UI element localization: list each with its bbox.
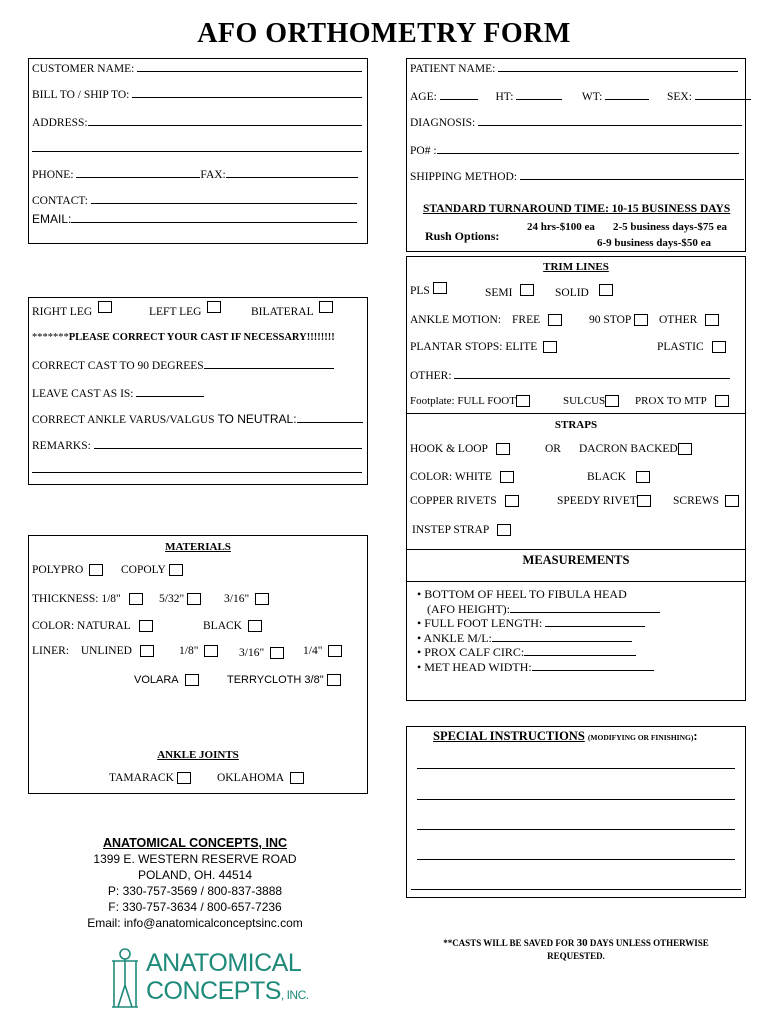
screws-label: SCREWS [673, 495, 720, 507]
prox-calf-field[interactable] [524, 645, 636, 656]
90-stop-label: 90 STOP [589, 314, 632, 326]
right-leg-checkbox[interactable] [98, 301, 112, 313]
ht-label: HT: [495, 91, 514, 103]
terrycloth-label: TERRYCLOTH 3/8" [227, 674, 324, 686]
ankle-ml-field[interactable] [492, 631, 632, 642]
varus-field[interactable] [297, 412, 363, 423]
leg-correction-box [28, 297, 368, 485]
strap-color-label: COLOR: [410, 471, 453, 483]
thickness-3-16-label: 3/16" [224, 593, 250, 605]
leave-cast-label: LEAVE CAST AS IS: [32, 388, 134, 400]
pls-label: PLS [410, 285, 430, 297]
sex-field[interactable] [695, 89, 751, 100]
fax-label: FAX: [200, 169, 226, 181]
measure-heel-fibula: • BOTTOM OF HEEL TO FIBULA HEAD [417, 587, 627, 601]
rush-option-6-9days: 6-9 business days-$50 ea [597, 237, 711, 249]
thickness-3-16-checkbox[interactable] [255, 593, 269, 605]
other-trim-field[interactable] [454, 368, 730, 379]
customer-info-box [28, 58, 368, 244]
plantar-stops-label: PLANTAR STOPS: [410, 341, 503, 353]
thickness-1-8-checkbox[interactable] [129, 593, 143, 605]
special-line-4[interactable] [417, 859, 735, 860]
company-street: 1399 E. WESTERN RESERVE ROAD [93, 852, 297, 866]
polypro-label: POLYPRO [32, 564, 84, 576]
measure-afo-height: (AFO HEIGHT): [417, 602, 660, 617]
measure-ankle-ml: • ANKLE M/L: [417, 631, 660, 646]
rush-options-label: Rush Options: [425, 229, 500, 243]
natural-label: NATURAL [77, 620, 131, 632]
company-info [30, 835, 360, 931]
po-label: PO# : [410, 145, 437, 157]
special-line-3[interactable] [417, 829, 735, 830]
fax-field[interactable] [226, 167, 358, 178]
liner-label: LINER: [32, 645, 70, 657]
liner-1-4-checkbox[interactable] [328, 645, 342, 657]
speedy-rivet-label: SPEEDY RIVET [557, 495, 637, 507]
leave-cast-field[interactable] [136, 386, 204, 397]
turnaround-text: STANDARD TURNAROUND TIME: 10-15 BUSINESS DAYS [423, 203, 731, 215]
black-strap-checkbox[interactable] [636, 471, 650, 483]
instep-strap-checkbox[interactable] [497, 524, 511, 536]
special-instructions-heading: SPECIAL INSTRUCTIONS (MODIFYING OR FINISHING): [433, 729, 698, 743]
address-field[interactable] [88, 115, 362, 126]
logo-text-1: ANATOMICAL [146, 949, 302, 977]
ankle-joints-header: ANKLE JOINTS [157, 749, 239, 761]
unlined-label: UNLINED [80, 645, 132, 657]
patient-name-label: PATIENT NAME: [410, 63, 496, 75]
volara-label: VOLARA [134, 674, 179, 686]
materials-header: MATERIALS [165, 541, 231, 553]
special-instructions-label: SPECIAL INSTRUCTIONS [433, 729, 585, 743]
materials-box [28, 535, 368, 794]
liner-1-8-checkbox[interactable] [204, 645, 218, 657]
or-label: OR [545, 443, 561, 455]
copoly-checkbox[interactable] [169, 564, 183, 576]
cast-storage-note: **CASTS WILL BE SAVED FOR 30 DAYS UNLESS OTHERWISE REQUESTED. [443, 937, 709, 961]
afo-height-field[interactable] [510, 602, 660, 613]
patient-name-field[interactable] [498, 61, 738, 72]
diagnosis-label: DIAGNOSIS: [410, 117, 476, 129]
elite-label: ELITE [505, 341, 538, 353]
po-field[interactable] [437, 143, 739, 154]
semi-checkbox[interactable] [520, 284, 534, 296]
special-line-1[interactable] [417, 768, 735, 769]
rush-option-24hr: 24 hrs-$100 ea [527, 221, 595, 233]
company-fax: F: 330-757-3634 / 800-657-7236 [108, 900, 282, 914]
rush-option-2-5days: 2-5 business days-$75 ea [613, 221, 727, 233]
shipping-label: SHIPPING METHOD: [410, 171, 518, 183]
sulcus-label: SULCUS [563, 395, 606, 407]
dacron-backed-checkbox[interactable] [678, 443, 692, 455]
solid-checkbox[interactable] [599, 284, 613, 296]
logo-text-2: CONCEPTS, INC. [146, 977, 309, 1005]
bilateral-checkbox[interactable] [319, 301, 333, 313]
dacron-backed-label: DACRON BACKED [579, 443, 678, 455]
thickness-1-8-label: 1/8" [101, 593, 121, 605]
free-label: FREE [512, 314, 541, 326]
shipping-field[interactable] [520, 169, 744, 180]
90-stop-checkbox[interactable] [634, 314, 648, 326]
remarks-label: REMARKS: [32, 440, 91, 452]
varus-label: CORRECT ANKLE VARUS/VALGUS [32, 414, 215, 426]
liner-1-8-label: 1/8" [179, 645, 199, 657]
right-leg-label: RIGHT LEG [32, 306, 93, 318]
semi-label: SEMI [485, 287, 513, 299]
instep-strap-label: INSTEP STRAP [412, 524, 490, 536]
patient-info-box [406, 58, 746, 252]
remarks-field[interactable] [94, 438, 362, 449]
trim-lines-header: TRIM LINES [543, 261, 609, 273]
phone-label: PHONE: [32, 169, 74, 181]
ankle-motion-label: ANKLE MOTION: [410, 314, 502, 326]
email-label: EMAIL: [32, 212, 72, 226]
other-trim-label: OTHER: [410, 370, 452, 382]
black-material-checkbox[interactable] [248, 620, 262, 632]
copper-rivets-label: COPPER RIVETS [410, 495, 497, 507]
foot-length-field[interactable] [545, 616, 645, 627]
bill-ship-field[interactable] [132, 87, 362, 98]
special-line-5[interactable] [411, 889, 741, 890]
customer-name-label: CUSTOMER NAME: [32, 63, 135, 75]
thickness-label: THICKNESS: [32, 593, 99, 605]
plastic-label: PLASTIC [657, 341, 704, 353]
remarks-field-2[interactable] [32, 462, 362, 473]
met-head-field[interactable] [532, 660, 654, 671]
full-foot-checkbox[interactable] [516, 395, 530, 407]
thickness-5-32-label: 5/32" [159, 593, 185, 605]
sex-label: SEX: [666, 91, 692, 103]
measurements-header: MEASUREMENTS [522, 553, 630, 567]
wt-label: WT: [581, 91, 603, 103]
tamarack-label: TAMARACK [109, 772, 174, 784]
unlined-checkbox[interactable] [140, 645, 154, 657]
bill-ship-label: BILL TO / SHIP TO: [32, 89, 130, 101]
plastic-checkbox[interactable] [712, 341, 726, 353]
ht-field[interactable] [516, 89, 562, 100]
wt-field[interactable] [605, 89, 649, 100]
oklahoma-checkbox[interactable] [290, 772, 304, 784]
address-field-2[interactable] [32, 141, 362, 152]
tamarack-checkbox[interactable] [177, 772, 191, 784]
age-field[interactable] [440, 89, 478, 100]
copper-rivets-checkbox[interactable] [505, 495, 519, 507]
hook-loop-label: HOOK & LOOP [410, 443, 488, 455]
copoly-label: COPOLY [121, 564, 166, 576]
age-label: AGE: [410, 91, 437, 103]
left-leg-label: LEFT LEG [149, 306, 202, 318]
polypro-checkbox[interactable] [89, 564, 103, 576]
company-logo [110, 945, 310, 1011]
neutral-label: TO NEUTRAL: [217, 412, 297, 426]
form-title: AFO ORTHOMETRY FORM [197, 18, 571, 49]
elite-checkbox[interactable] [543, 341, 557, 353]
straps-header: STRAPS [554, 419, 598, 431]
customer-name-field[interactable] [137, 61, 362, 72]
measure-met-head: • MET HEAD WIDTH: [417, 660, 660, 675]
measure-foot-length: • FULL FOOT LENGTH: [417, 616, 660, 631]
oklahoma-label: OKLAHOMA [217, 772, 285, 784]
other-motion-checkbox[interactable] [705, 314, 719, 326]
contact-field[interactable] [91, 193, 357, 204]
left-leg-checkbox[interactable] [207, 301, 221, 313]
company-name: ANATOMICAL CONCEPTS, INC [102, 836, 288, 850]
volara-checkbox[interactable] [185, 674, 199, 686]
diagnosis-field[interactable] [478, 115, 742, 126]
thickness-5-32-checkbox[interactable] [187, 593, 201, 605]
free-checkbox[interactable] [548, 314, 562, 326]
email-field[interactable] [71, 212, 357, 223]
trim-straps-box [406, 256, 746, 701]
pls-checkbox[interactable] [433, 282, 447, 294]
black-material-label: BLACK [203, 620, 242, 632]
cast-warning: PLEASE CORRECT YOUR CAST IF NECESSARY!!!!!!!! [68, 332, 335, 343]
hook-loop-checkbox[interactable] [496, 443, 510, 455]
white-checkbox[interactable] [500, 471, 514, 483]
address-label: ADDRESS: [32, 117, 88, 129]
company-city: POLAND, OH. 44514 [137, 868, 253, 882]
footplate-label: Footplate: [410, 395, 455, 407]
speedy-rivet-checkbox[interactable] [637, 495, 651, 507]
natural-checkbox[interactable] [139, 620, 153, 632]
liner-1-4-label: 1/4" [303, 645, 323, 657]
correct-90-field[interactable] [204, 358, 334, 369]
liner-3-16-checkbox[interactable] [270, 647, 284, 659]
liner-3-16-label: 3/16" [239, 647, 265, 659]
special-instructions-sub: (MODIFYING OR FINISHING) [587, 733, 694, 742]
bilateral-label: BILATERAL [251, 306, 314, 318]
material-color-label: COLOR: [32, 620, 75, 632]
black-strap-label: BLACK [587, 471, 626, 483]
logo-figure-icon [110, 947, 140, 1009]
company-phone: P: 330-757-3569 / 800-837-3888 [107, 884, 283, 898]
company-email[interactable]: Email: info@anatomicalconceptsinc.com [87, 916, 303, 930]
sulcus-checkbox[interactable] [605, 395, 619, 407]
full-foot-label: FULL FOOT [457, 395, 516, 407]
contact-label: CONTACT: [32, 195, 89, 207]
white-label: WHITE [454, 471, 492, 483]
prox-mtp-label: PROX TO MTP [635, 395, 707, 407]
phone-field[interactable] [76, 167, 200, 178]
solid-label: SOLID [555, 287, 589, 299]
special-line-2[interactable] [417, 799, 735, 800]
special-instructions-box [406, 726, 746, 898]
measurements-list [417, 587, 660, 674]
prox-mtp-checkbox[interactable] [715, 395, 729, 407]
screws-checkbox[interactable] [725, 495, 739, 507]
terrycloth-checkbox[interactable] [327, 674, 341, 686]
measure-prox-calf: • PROX CALF CIRC: [417, 645, 660, 660]
warning-stars: ******* [32, 332, 69, 343]
correct-90-label: CORRECT CAST TO 90 DEGREES [32, 360, 204, 372]
other-motion-label: OTHER [659, 314, 698, 326]
